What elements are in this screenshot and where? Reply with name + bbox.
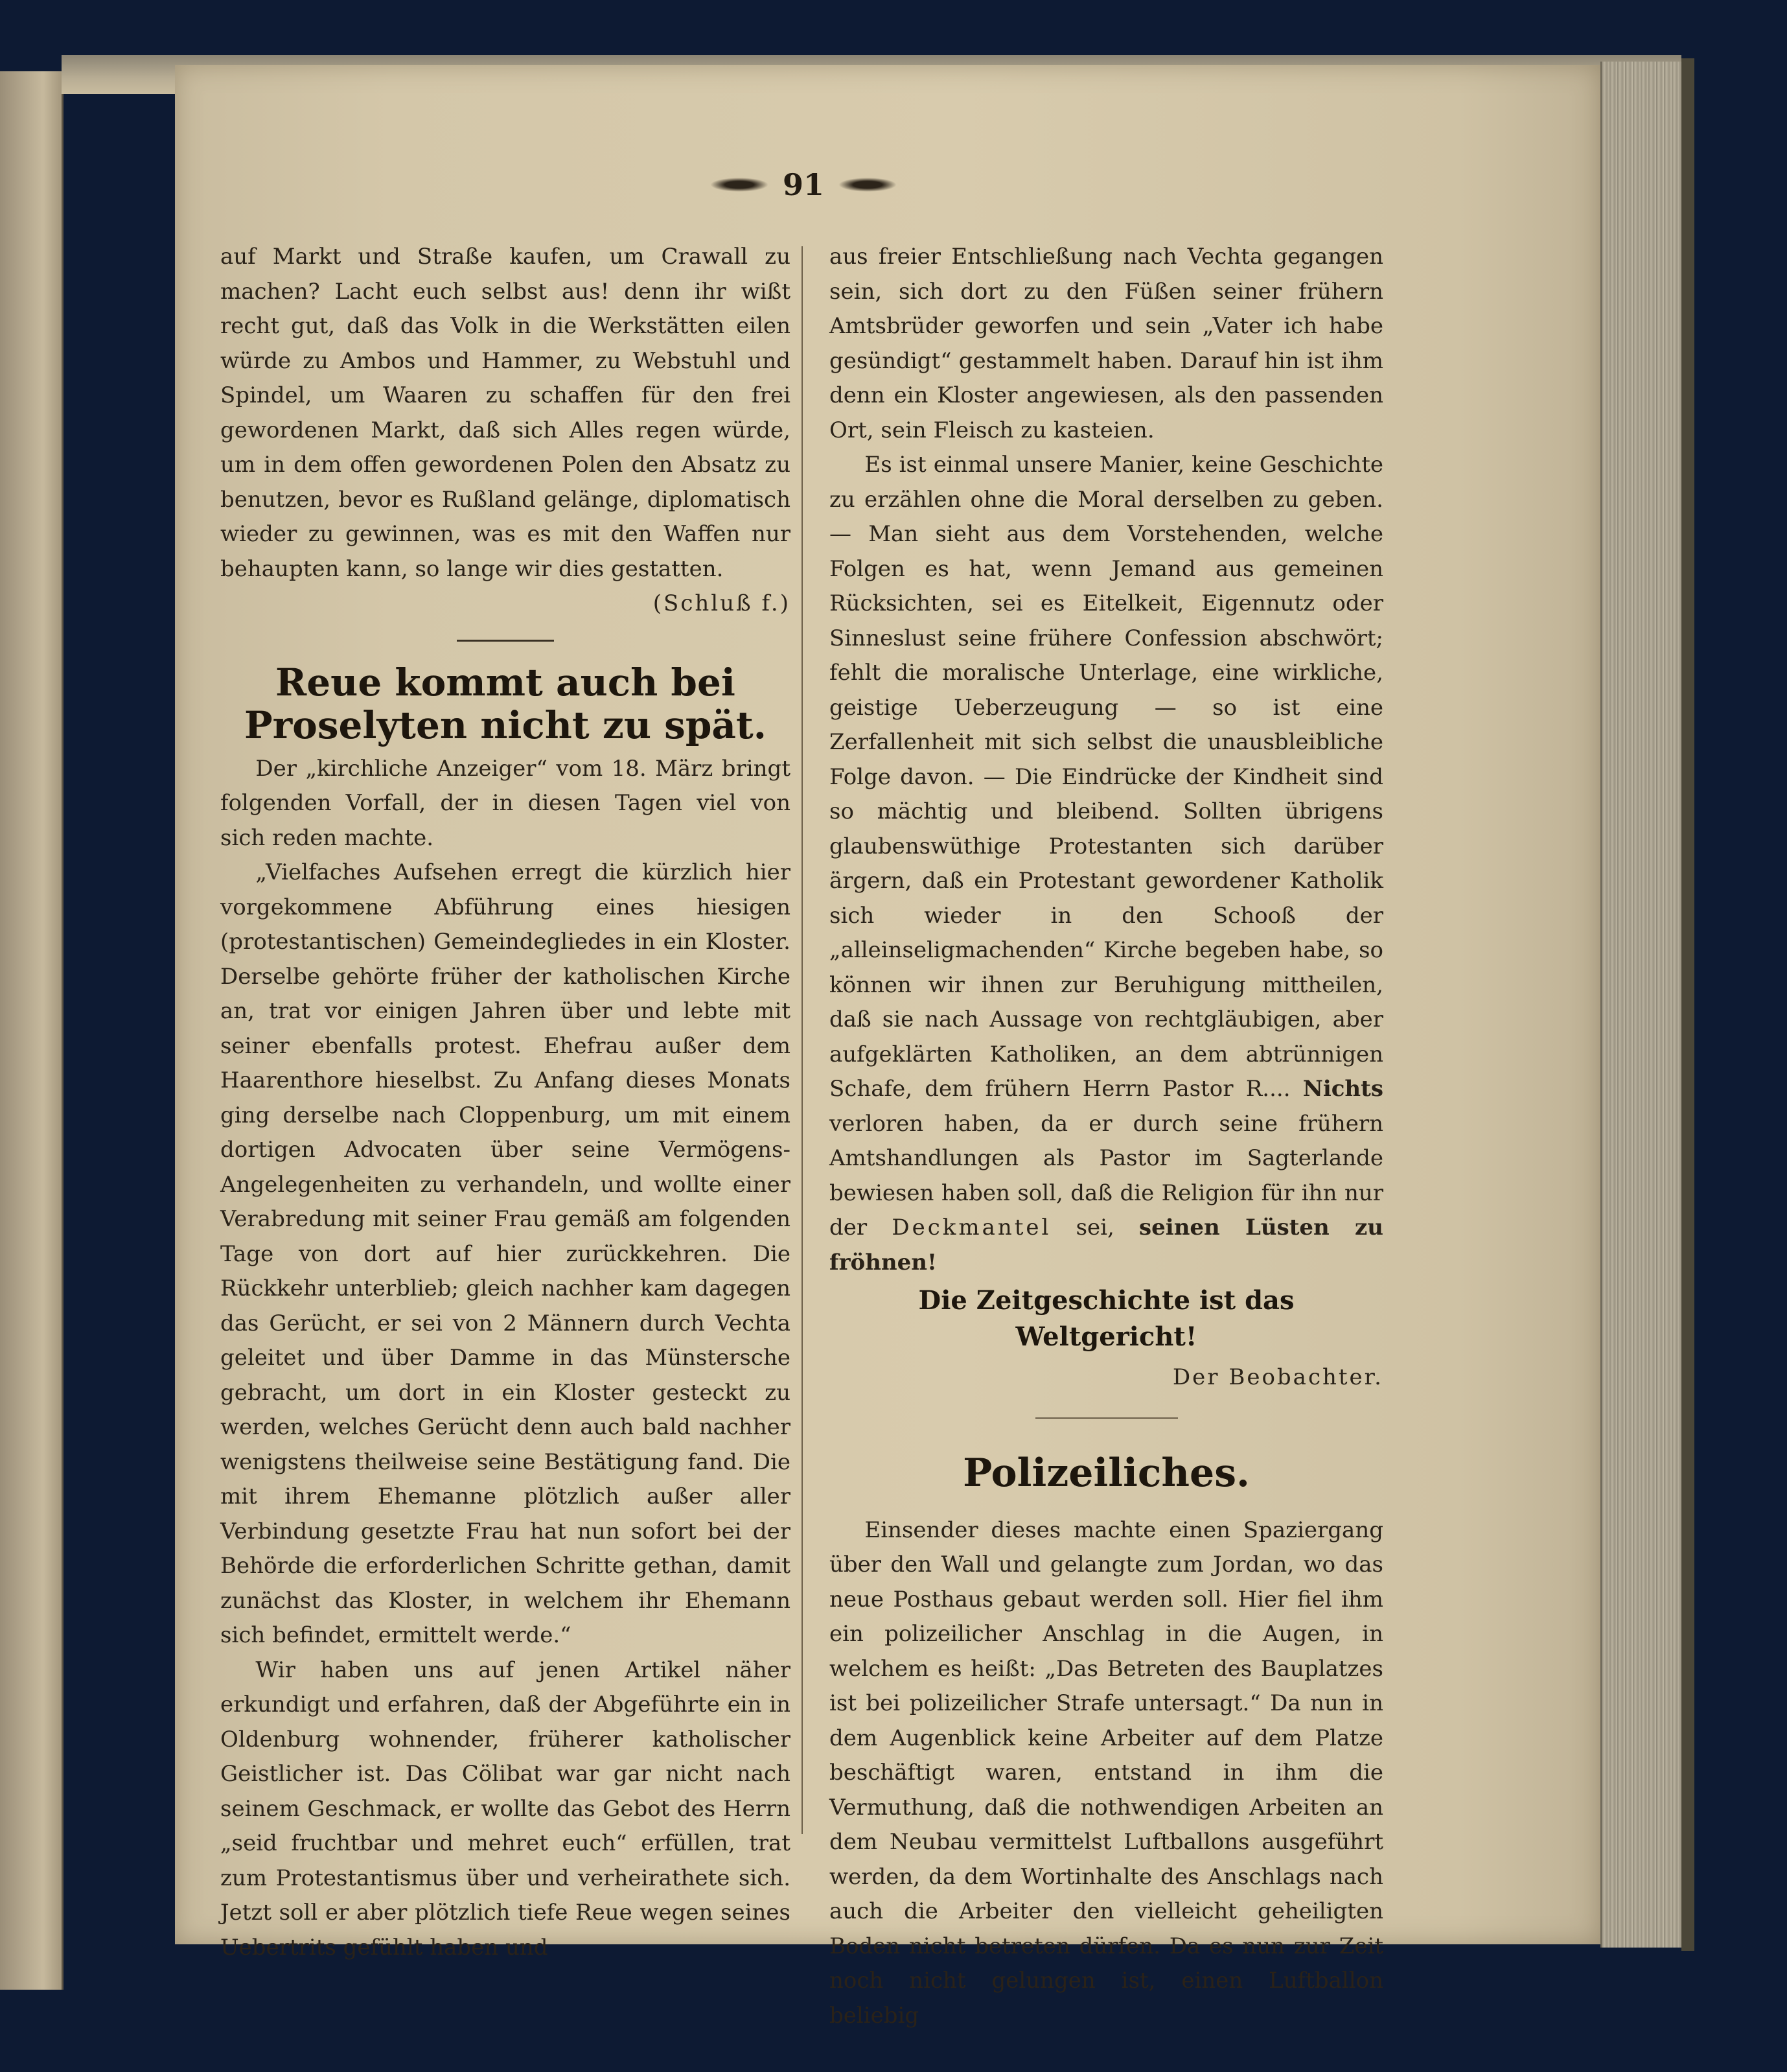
section-separator (457, 640, 554, 642)
author-signoff: Der Beobachter. (1172, 1364, 1383, 1390)
emphasis-ending: seinen Lüsten zu fröhnen! (829, 1215, 1383, 1275)
previous-page-edge (0, 71, 63, 1990)
cover-edge (1681, 58, 1694, 1951)
article-paragraph: Wir haben uns auf jenen Artikel näher erkundigt und erfahren, daß der Abgeführte ein in Oldenburg wohnender, früherer katholischer Geistlicher ist. Das Cölibat war gar nicht nach seinem Geschmack, er wollte das Gebot des Herrn „seid fruchtbar und mehret euch“ erfüllen, trat zum Protestantismus über und verheirathete sich. Jetzt soll er aber plötzlich tiefe Reue wegen seines Uebertrits gefühlt haben und (220, 1657, 790, 1961)
article-headline: Reue kommt auch bei Proselyten nicht zu spät. (244, 660, 767, 747)
section-separator (1035, 1417, 1178, 1419)
column-divider (801, 246, 803, 1834)
paragraph-text: sei, (1051, 1215, 1139, 1240)
page-header (700, 162, 907, 207)
ornament-right-icon (838, 178, 897, 192)
article-paragraph (829, 448, 1383, 1280)
spaced-word: Deckmantel (892, 1215, 1052, 1240)
article-paragraph: auf Markt und Straße kaufen, um Crawall zu machen? Lacht euch selbst aus! denn ihr wißt recht gut, daß das Volk in die Werkstätten eilen würde zu Ambos und Hammer, zu Webstuhl und Spindel, um Waaren zu schaffen für den frei gewordenen Markt, daß sich Alles regen würde, um in dem offen gewordenen Polen den Absatz zu benutzen, bevor es Rußland gelänge, diplomatisch wieder zu gewinnen, was es mit den Waffen nur behaupten kann, so lange wir dies gestatten. (220, 244, 790, 582)
emphasis-nichts: Nichts (1302, 1076, 1383, 1102)
left-column (220, 240, 790, 1965)
paragraph-text: Es ist einmal unsere Manier, keine Geschichte zu erzählen ohne die Moral derselben zu geben. — Man sieht aus dem Vorstehenden, welche Folgen es hat, wenn Jemand aus gemeinen Rücksichten, sei es Eitelkeit, Eigennutz oder Sinneslust seine frühere Confession abschwört; fehlt die moralische Unterlage, eine wirkliche, geistige Ueberzeugung — so ist eine Zerfallenheit mit sich selbst die unausbleibliche Folge davon. — Die Eindrücke der Kindheit sind so mächtig und bleibend. Sollten übrigens glaubenswüthige Protestanten sich darüber ärgern, daß ein Protestant gewordener Katholik sich wieder in den Schooß der „alleinseligmachenden“ Kirche begeben habe, so können wir ihnen zur Beruhigung mittheilen, daß sie nach Aussage von rechtgläubigen, aber aufgeklärten Katholiken, an dem abtrünnigen Schafe, dem frühern Herrn Pastor R.... (829, 452, 1383, 1102)
continuation-note: (Schluß f.) (652, 590, 790, 616)
paragraph-text: verloren haben, da er durch seine frühern Amtshandlungen als Pastor im Sagterlande bewiesen haben soll, daß die Religion für ihn nur der (829, 1110, 1383, 1240)
article-paragraph: „Vielfaches Aufsehen erregt die kürzlich hier vorgekommene Abführung eines hiesigen (protestantischen) Gemeindegliedes in ein Kloster. Derselbe gehörte früher der katholischen Kirche an, trat vor einigen Jahren über und lebte mit seiner ebenfalls protest. Ehefrau außer dem Haarenthore hieselbst. Zu Anfang dieses Monats ging derselbe nach Cloppenburg, um mit einem dortigen Advocaten über seine Vermögens-Angelegenheiten zu verhandeln, und wollte einer Verabredung mit seiner Frau gemäß am folgenden Tage von dort auf hier zurückkehren. Die Rückkehr unterblieb; gleich nachher kam dagegen das Gerücht, er sei von 2 Männern durch Vechta geleitet und über Damme in das Münstersche gebracht, um dort in ein Kloster gesteckt zu werden, welches Gerücht denn auch bald nachher wenigstens theilweise seine Bestätigung fand. Die mit ihrem Ehemanne plötzlich außer aller Verbindung gesetzte Frau hat nun sofort bei der Behörde die erforderlichen Schritte gethan, damit zunächst das Kloster, in welchem ihr Ehemann sich befindet, ermittelt werde.“ (220, 859, 790, 1648)
article-paragraph: Einsender dieses machte einen Spaziergang über den Wall und gelangte zum Jordan, wo das neue Posthaus gebaut werden soll. Hier fiel ihm ein polizeilicher Anschlag in die Augen, in welchem es heißt: „Das Betreten des Bauplatzes ist bei polizeilicher Strafe untersagt.“ Da nun in dem Augenblick keine Arbeiter auf dem Platze beschäftigt waren, entstand in ihm die Vermuthung, daß die nothwendigen Arbeiten an dem Neubau vermittelst Luftballons ausgeführt werden, da dem Wortinhalte des Anschlags nach auch die Arbeiter den vielleicht geheiligten Boden nicht betreten dürfen. Da es nun zur Zeit noch nicht gelungen ist, einen Luftballon beliebig (829, 1517, 1383, 2029)
article-paragraph: Der „kirchliche Anzeiger“ vom 18. März bringt folgenden Vorfall, der in diesen Tagen viel von sich reden machte. (220, 755, 790, 851)
motto-headline: Die Zeitgeschichte ist das Weltgericht! (918, 1285, 1295, 1352)
page-stack-edge (1600, 62, 1686, 1948)
section-heading: Polizeiliches. (963, 1450, 1250, 1496)
ornament-left-icon (710, 178, 768, 192)
article-paragraph: aus freier Entschließung nach Vechta gegangen sein, sich dort zu den Füßen seiner frühern Amtsbrüder geworfen und sein „Vater ich habe gesündigt“ gestammelt haben. Darauf hin ist ihm denn ein Kloster angewiesen, als den passenden Ort, sein Fleisch zu kasteien. (829, 244, 1383, 443)
right-column (829, 240, 1383, 2033)
page-number: 91 (782, 167, 824, 202)
